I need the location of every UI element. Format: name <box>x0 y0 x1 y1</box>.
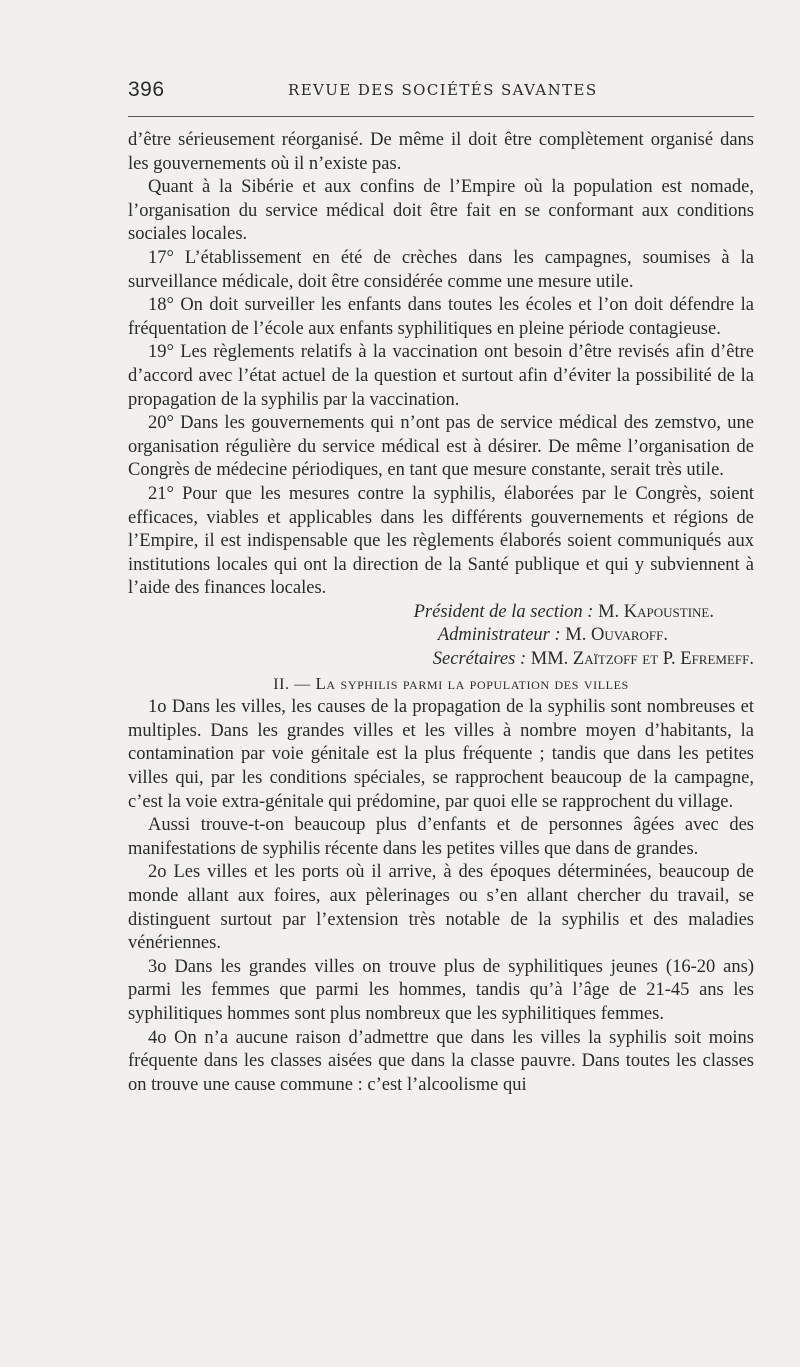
header-rule <box>128 116 754 117</box>
paragraph: 17° L’établissement en été de crèches dans les campagnes, soumises à la surveillance médicale, doit être considérée comme une mesure utile. <box>128 247 754 292</box>
signature-name: M. Ouvaroff. <box>565 625 668 646</box>
paragraph: 3o Dans les grandes villes on trouve plus de syphilitiques jeunes (16-20 ans) parmi les femmes que parmi les hommes, tandis qu’à l’âge de 21-45 ans les syphilitiques hommes sont plus nombreux que les syphilitiques femmes. <box>128 956 754 1024</box>
signature-role: Secrétaires : <box>432 649 527 670</box>
signature-name: MM. Zaïtzoff et P. Efremeff. <box>530 649 754 670</box>
paragraph: Aussi trouve-t-on beaucoup plus d’enfants et de personnes âgées avec des manifestations de syphilis récente dans les petites villes que dans de grandes. <box>128 815 754 859</box>
signature-president <box>128 601 754 625</box>
paragraph: 19° Les règlements relatifs à la vaccination ont besoin d’être revisés afin d’être d’accord avec l’état actuel de la question et surtout afin d’éviter la possibilité de la propagation de la syphilis par la vaccination. <box>128 342 754 410</box>
signature-administrator <box>128 624 754 648</box>
signature-role: Président de la section : <box>413 601 594 622</box>
section-heading <box>128 672 754 697</box>
section-number: II. — <box>273 675 311 693</box>
signature-role: Administrateur : <box>437 625 561 646</box>
body-text <box>128 129 754 1097</box>
signature-name: M. Kapoustine. <box>598 601 714 622</box>
page-header <box>128 78 752 108</box>
running-head: REVUE DES SOCIÉTÉS SAVANTES <box>288 81 598 99</box>
paragraph: 2o Les villes et les ports où il arrive, à des époques déterminées, beaucoup de monde allant aux foires, aux pèlerinages ou s’en allant chercher du travail, se distinguent surtout par l’extension très notable de la syphilis et des maladies vénériennes. <box>128 862 754 954</box>
paragraph: Quant à la Sibérie et aux confins de l’Empire où la population est nomade, l’organisation du service médical doit être fait en se conformant aux conditions sociales locales. <box>128 177 754 245</box>
paragraph: 1o Dans les villes, les causes de la propagation de la syphilis sont nombreuses et multiples. Dans les grandes villes et les villes à nombre moyen d’habitants, la contamination par voie génitale est la plus fréquente ; tandis que dans les petites villes qui, par les conditions spéciales, se rapprochent beaucoup de la campagne, c’est la voie extra-génitale qui prédomine, par quoi elle se rapprochent du village. <box>128 697 754 812</box>
paragraph: 21° Pour que les mesures contre la syphilis, élaborées par le Congrès, soient efficaces, viables et applicables dans les différents gouvernements et régions de l’Empire, il est indispensable que les règlements élaborés soient communiqués aux institutions locales qui ont la direction de la Santé publique et qui y subviennent à l’aide des finances locales. <box>128 483 754 599</box>
paragraph: 18° On doit surveiller les enfants dans toutes les écoles et l’on doit défendre la fréquentation de l’école aux enfants syphilitiques en pleine période contagieuse. <box>128 295 754 339</box>
section-title: La syphilis parmi la population des villes <box>315 673 629 693</box>
page-number: 396 <box>128 78 165 101</box>
signature-secretaries <box>128 648 754 672</box>
paragraph: 20° Dans les gouvernements qui n’ont pas de service médical des zemstvo, une organisation régulière du service médical est à désirer. De même l’organisation de Congrès de médecine périodiques, en tant que mesure constante, serait très utile. <box>128 413 754 481</box>
paragraph: 4o On n’a aucune raison d’admettre que dans les villes la syphilis soit moins fréquente dans les classes aisées que dans la classe pauvre. Dans toutes les classes on trouve une cause commune : c’est l’alcoolisme qui <box>128 1027 754 1095</box>
paragraph: d’être sérieusement réorganisé. De même il doit être complètement organisé dans les gouvernements où il n’existe pas. <box>128 130 754 174</box>
